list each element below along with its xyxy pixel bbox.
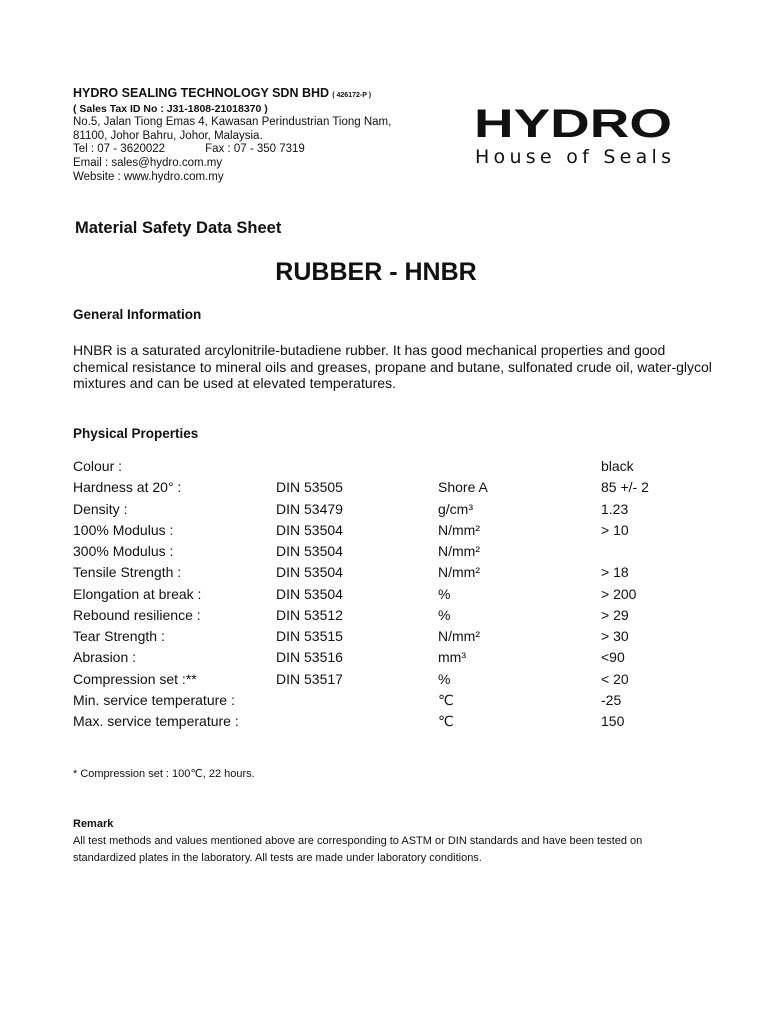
property-value: < 20 xyxy=(601,670,629,687)
logo-wordmark: HYDRO xyxy=(474,103,672,146)
property-name: Max. service temperature : xyxy=(73,713,239,729)
test-standard: DIN 53516 xyxy=(276,649,343,666)
sales-tax-id: ( Sales Tax ID No : J31-1808-21018370 ) xyxy=(73,102,268,115)
general-info-heading: General Information xyxy=(73,307,202,322)
test-standard: DIN 53517 xyxy=(276,670,343,687)
property-name: Tensile Strength : xyxy=(73,564,182,581)
compression-set-footnote: * Compression set : 100℃, 22 hours. xyxy=(73,768,255,780)
test-standard: DIN 53504 xyxy=(276,521,343,538)
property-name: Compression set :** xyxy=(73,670,197,687)
company-reg-no: ( 426172-P ) xyxy=(332,92,372,99)
property-name: Min. service temperature : xyxy=(73,691,235,708)
test-standard: DIN 53479 xyxy=(276,500,343,517)
property-unit: N/mm² xyxy=(438,628,480,644)
product-title: RUBBER - HNBR xyxy=(275,258,477,286)
property-unit: ℃ xyxy=(438,691,454,708)
property-value: 85 +/- 2 xyxy=(601,479,649,496)
property-value: <90 xyxy=(601,649,625,666)
fax-number: Fax : 07 - 350 7319 xyxy=(205,143,305,156)
general-info-text: HNBR is a saturated arcylonitrile-butadiene rubber. It has good mechanical properties and good chemical resistance to mineral oils and greases, propane and butane, sulfonated crude oil, water-glycol mixtures and can be used at elevated temperatures. xyxy=(73,342,712,392)
property-unit: N/mm² xyxy=(438,543,480,559)
test-standard: DIN 53512 xyxy=(276,606,343,623)
tel-number: Tel : 07 - 3620022 xyxy=(73,143,166,156)
contact-phone-line xyxy=(73,143,453,157)
property-name: Density : xyxy=(73,500,128,517)
property-name: 100% Modulus : xyxy=(73,521,174,538)
company-name: HYDRO SEALING TECHNOLOGY SDN BHD xyxy=(73,86,330,100)
property-name: 300% Modulus : xyxy=(73,543,174,559)
hydro-logo xyxy=(470,103,676,169)
property-unit: mm³ xyxy=(438,649,466,666)
physical-properties-heading: Physical Properties xyxy=(73,426,199,441)
test-standard: DIN 53515 xyxy=(276,628,343,644)
remark-text: All test methods and values mentioned above are corresponding to ASTM or DIN standards and have been tested on standardized plates in the laboratory. All tests are made under laboratory conditions. xyxy=(73,835,643,864)
property-unit: % xyxy=(438,585,451,602)
property-name: Abrasion : xyxy=(73,649,137,666)
property-value: > 200 xyxy=(601,585,637,602)
test-standard: DIN 53504 xyxy=(276,585,343,602)
property-value: > 18 xyxy=(601,564,629,581)
property-unit: % xyxy=(438,606,451,623)
property-unit: g/cm³ xyxy=(438,500,473,517)
property-value: > 10 xyxy=(601,521,629,538)
remark-heading: Remark xyxy=(73,818,114,830)
property-value: 150 xyxy=(601,713,625,729)
property-name: Tear Strength : xyxy=(73,628,165,644)
company-block xyxy=(73,87,453,184)
website-address: Website : www.hydro.com.my xyxy=(73,170,224,183)
company-name-line xyxy=(73,87,453,103)
property-value: black xyxy=(601,458,634,474)
property-value: > 30 xyxy=(601,628,629,644)
property-unit: ℃ xyxy=(438,713,454,729)
property-value: -25 xyxy=(601,691,622,708)
property-name: Elongation at break : xyxy=(73,585,202,602)
test-standard: DIN 53504 xyxy=(276,564,343,581)
email-address: Email : sales@hydro.com.my xyxy=(73,156,223,169)
property-unit: Shore A xyxy=(438,479,488,496)
document-title: Material Safety Data Sheet xyxy=(75,219,282,237)
property-name: Colour : xyxy=(73,458,123,474)
property-unit: N/mm² xyxy=(438,564,480,581)
property-value: 1.23 xyxy=(601,500,629,517)
test-standard: DIN 53505 xyxy=(276,479,343,496)
property-name: Rebound resilience : xyxy=(73,606,201,623)
property-unit: N/mm² xyxy=(438,521,480,538)
address-line-1: No.5, Jalan Tiong Emas 4, Kawasan Perindustrian Tiong Nam, xyxy=(73,116,392,129)
address-line-2: 81100, Johor Bahru, Johor, Malaysia. xyxy=(73,129,263,142)
property-value: > 29 xyxy=(601,606,629,623)
property-name: Hardness at 20° : xyxy=(73,479,182,496)
test-standard: DIN 53504 xyxy=(276,543,343,559)
logo-tagline: House of Seals xyxy=(475,146,671,168)
property-unit: % xyxy=(438,670,451,687)
